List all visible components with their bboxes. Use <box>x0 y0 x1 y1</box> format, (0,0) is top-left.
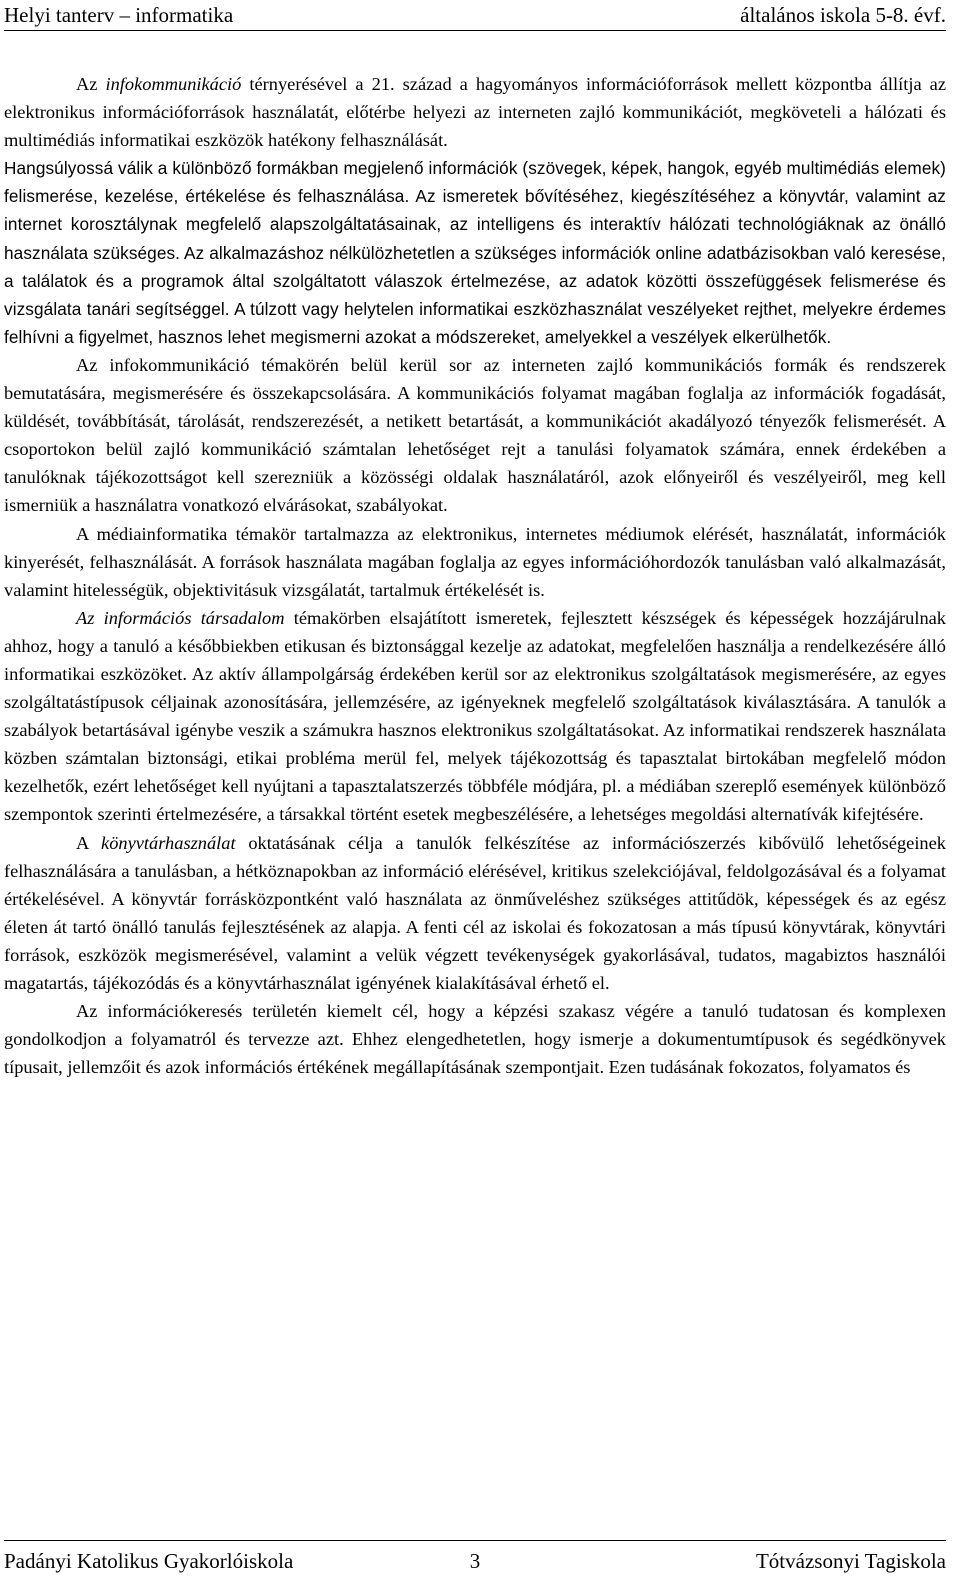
paragraph-information-society <box>4 604 946 829</box>
emphasized-term: infokommunikáció <box>105 74 242 94</box>
header-title: Helyi tanterv – informatika <box>4 3 234 27</box>
emphasized-term: Az információs társadalom <box>76 607 285 628</box>
text-run: térnyerésével a 21. század a hagyományos információforrások mellett központba állítja az elektronikus információforrások használatát, előtérbe helyezi az interneten zajló kommunikációt, megköveteli a hálózati és multimédiás informatikai eszközök hatékony felhasználását. <box>4 74 947 151</box>
emphasized-term: könyvtárhasználat <box>101 832 236 853</box>
footer-school-name: Padányi Katolikus Gyakorlóiskola <box>4 1548 294 1573</box>
header-grade-range: általános iskola 5-8. évf. <box>740 3 946 27</box>
paragraph-multimedia-information <box>4 154 946 351</box>
page-number: 3 <box>469 1548 481 1573</box>
text-run: Az <box>76 74 106 94</box>
paragraph-information-retrieval <box>4 997 946 1081</box>
running-footer <box>4 1540 946 1581</box>
paragraph-library-use <box>4 829 946 998</box>
text-run: Hangsúlyossá válik a különböző formákban megjelenő információk (szövegek, képek, hangok, egyéb multimédiás elemek) felismerése, kezelése, értékelése és felhasználása. Az ismeretek bővítéséhez, kiegészítéséhez a könyvtár, valamint az internet korosztálynak megfelelő alapszolgáltatásainak, az intelligens és interaktív hálózati technológiáknak az önálló használata szükséges. Az alkalmazáshoz nélkülözhetetlen a szükséges információk online adatbázisokban való keresése, a találatok és a programok által szolgáltatott válaszok értelmezése, az adatok közötti összefüggések felismerése és vizsgálata tanári segítséggel. A túlzott vagy helytelen informatikai eszközhasználat veszélyeket rejthet, melyekre érdemes felhívni a figyelmet, hasznos lehet megismerni azokat a módszereket, amelyekkel a veszélyek elkerülhetők. <box>4 158 946 347</box>
text-run: A médiainformatika témakör tartalmazza az elektronikus, internetes médiumok elérését, használatát, információk kinyerését, felhasználását. A források használata magában foglalja az egyes információhordozók tanulásban való alkalmazását, valamint hitelességük, objektivitásuk vizsgálatát, tartalmuk értékelését is. <box>4 523 946 600</box>
body-text <box>4 70 946 1081</box>
text-run: témakörben elsajátított ismeretek, fejlesztett készségek és képességek hozzájárulnak ahhoz, hogy a tanuló a későbbiekben etikusan és biztonsággal kezelje az adatokat, megfelelően használja a rendelkezésére álló informatikai eszközöket. Az aktív állampolgárság érdekében kerül sor az elektronikus szolgáltatások megismerésére, az egyes szolgáltatástípusok céljainak azonosítására, jellemzésére, az igényeknek megfelelő szolgáltatások kiválasztására. A tanulók a szabályok betartásával igénybe veszik a számukra hasznos elektronikus szolgáltatásokat. Az informatikai rendszerek használata közben számtalan biztonsági, etikai probléma merül fel, melyek tájékozottság és tapasztalat birtokában megfelelő módon kezelhetők, ezért lehetőséget kell nyújtani a tapasztalatszerzés többféle módjára, pl. a médiában szereplő események különböző szempontok szerinti értelmezésére, a társakkal történt esetek megbeszélésére, a lehetséges megoldási alternatívák kifejtésére. <box>4 607 946 825</box>
paragraph-infocommunication-intro <box>4 70 946 154</box>
running-header <box>4 0 946 31</box>
text-run: Az infokommunikáció témakörén belül kerül sor az interneten zajló kommunikációs formák és rendszerek bemutatására, megismerésére és összekapcsolására. A kommunikációs folyamat magában foglalja az információk fogadását, küldését, továbbítását, tárolását, rendszerezését, a netikett betartását, a kommunikációt akadályozó tényezők felismerését. A csoportokon belül zajló kommunikáció számtalan lehetőséget rejt a tanulási folyamatok számára, ennek érdekében a tanulóknak tájékozottságot kell szerezniük a közösségi oldalak használatáról, azok előnyeiről és veszélyeiről, meg kell ismerniük a használatra vonatkozó elvárásokat, szabályokat. <box>4 354 946 516</box>
text-run: oktatásának célja a tanulók felkészítése az információszerzés kibővülő lehetőségeinek felhasználására a tanulásban, a hétköznapokban az információ elérésével, kritikus szelekciójával, feldolgozásával és a folyamat értékelésével. A könyvtár forrásközpontként való használata az önműveléshez szükséges attitűdök, képességek és az egész életen át tartó önálló tanulás fejlesztésének az alapja. A fenti cél az iskolai és fokozatosan a más típusú könyvtárak, könyvtári források, eszközök megismerésével, valamint a velük végzett tevékenységek gyakorlásával, tudatos, magabiztos használói magatartás, tájékozódás és a könyvtárhasználat igényének kialakításával érhető el. <box>4 832 946 993</box>
paragraph-media-informatics <box>4 520 946 604</box>
text-run: Az információkeresés területén kiemelt cél, hogy a képzési szakasz végére a tanuló tudatosan és komplexen gondolkodjon a folyamatról és tervezze azt. Ehhez elengedhetetlen, hogy ismerje a dokumentumtípusok és segédkönyvek típusait, jellemzőit és azok információs értékének megállapításának szempontjait. Ezen tudásának fokozatos, folyamatos és <box>4 1001 946 1078</box>
text-run: A <box>76 832 102 853</box>
footer-branch-name: Tótvázsonyi Tagiskola <box>755 1548 946 1573</box>
paragraph-infocommunication-topic <box>4 351 946 520</box>
